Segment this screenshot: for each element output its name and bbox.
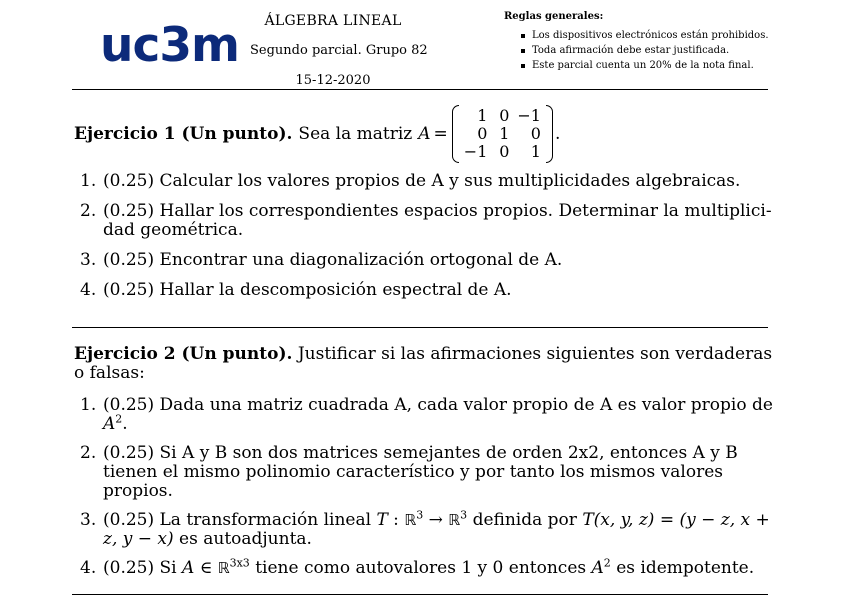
exam-header bbox=[250, 6, 428, 96]
item-number: 1. bbox=[80, 395, 97, 415]
uc3m-logo: uc3m bbox=[100, 18, 239, 73]
left-parenthesis bbox=[452, 105, 459, 163]
item-text: tiene como autovalores 1 y 0 entonces bbox=[249, 558, 592, 578]
exercise-1-intro: Sea la matriz bbox=[298, 123, 413, 144]
list-item bbox=[74, 251, 774, 270]
item-tail: . bbox=[122, 414, 128, 434]
list-item bbox=[74, 172, 774, 191]
rules-list bbox=[504, 28, 794, 73]
item-number: 3. bbox=[80, 510, 97, 530]
item-number: 4. bbox=[80, 280, 97, 300]
exercise-1-statement bbox=[74, 104, 774, 164]
list-item bbox=[74, 281, 774, 300]
matrix-cell: 0 bbox=[530, 124, 541, 143]
math-formula: T(x, y, z) = (y − z, x + z, y − x) bbox=[103, 510, 770, 549]
exercise-2-intro: Justificar si las afirmaciones siguientes son verdaderas o falsas: bbox=[74, 344, 773, 383]
exercise-1 bbox=[74, 104, 774, 300]
general-rules bbox=[504, 9, 794, 73]
exercise-2 bbox=[74, 345, 774, 578]
element-of: ∈ bbox=[194, 558, 218, 578]
course-title: ÁLGEBRA LINEAL bbox=[264, 13, 402, 29]
matrix-cell: −1 bbox=[463, 142, 488, 161]
matrix-cell: 1 bbox=[477, 106, 488, 125]
matrix-cell: 1 bbox=[499, 124, 510, 143]
rule-item: Toda afirmación debe estar justificada. bbox=[532, 43, 794, 58]
exercise-2-items bbox=[74, 396, 774, 578]
item-text: definida por bbox=[467, 510, 583, 530]
rule-item: Este parcial cuenta un 20% de la nota final. bbox=[532, 58, 794, 73]
arrow: → bbox=[423, 510, 449, 530]
exponent: 3x3 bbox=[229, 556, 250, 570]
rule-item: Los dispositivos electrónicos están prohibidos. bbox=[532, 28, 794, 43]
item-number: 2. bbox=[80, 201, 97, 221]
item-number: 2. bbox=[80, 443, 97, 463]
footer-divider bbox=[72, 594, 768, 595]
item-number: 1. bbox=[80, 171, 97, 191]
math-a: A bbox=[591, 558, 604, 578]
item-number: 3. bbox=[80, 250, 97, 270]
exam-date: 15-12-2020 bbox=[295, 73, 371, 88]
item-text: (0.25) La transformación lineal bbox=[103, 510, 372, 530]
item-text: (0.25) Hallar los correspondientes espacios propios. Determinar la multiplici-dad geométrica. bbox=[103, 201, 772, 240]
list-item bbox=[74, 444, 774, 501]
item-text: (0.25) Calcular los valores propios de A y sus multiplicidades algebraicas. bbox=[103, 171, 741, 191]
matrix-cell: 1 bbox=[530, 142, 541, 161]
header-divider bbox=[72, 89, 768, 90]
item-text: (0.25) Hallar la descomposición espectral de A. bbox=[103, 280, 512, 300]
item-text: es autoadjunta. bbox=[173, 529, 312, 549]
exercise-2-heading: Ejercicio 2 (Un punto). bbox=[74, 344, 293, 364]
math-a: A bbox=[182, 558, 195, 578]
exam-subtitle: Segundo parcial. Grupo 82 bbox=[250, 43, 428, 58]
math-a: A bbox=[103, 414, 116, 434]
matrix-entries bbox=[460, 107, 545, 161]
item-text: (0.25) Si bbox=[103, 558, 177, 578]
item-text: (0.25) Si A y B son dos matrices semejantes de orden 2x2, entonces A y B tienen el mismo polinomio característico y por tanto los mismos valores propios. bbox=[103, 443, 738, 501]
matrix-name: A bbox=[418, 123, 431, 144]
section-divider bbox=[72, 327, 768, 328]
matrix-a bbox=[452, 105, 553, 163]
exponent: 2 bbox=[115, 412, 123, 426]
item-number: 4. bbox=[80, 558, 97, 578]
exponent: 3 bbox=[416, 508, 424, 522]
matrix-cell: 0 bbox=[499, 142, 510, 161]
exponent: 2 bbox=[603, 556, 611, 570]
item-text: es idempotente. bbox=[610, 558, 755, 578]
real-numbers-symbol: ℝ bbox=[217, 559, 230, 577]
real-numbers-symbol: ℝ bbox=[448, 511, 461, 529]
equals-sign: = bbox=[433, 123, 448, 144]
list-item bbox=[74, 508, 774, 549]
list-item bbox=[74, 556, 774, 578]
real-numbers-symbol: ℝ bbox=[404, 511, 417, 529]
matrix-cell: −1 bbox=[517, 106, 541, 125]
matrix-cell: 0 bbox=[499, 106, 510, 125]
rules-title: Reglas generales: bbox=[504, 11, 604, 22]
exponent: 3 bbox=[460, 508, 468, 522]
item-text: (0.25) Encontrar una diagonalización ortogonal de A. bbox=[103, 250, 563, 270]
list-item bbox=[74, 396, 774, 434]
exercise-1-items bbox=[74, 172, 774, 300]
right-parenthesis bbox=[546, 105, 553, 163]
matrix-cell: 0 bbox=[477, 124, 488, 143]
period: . bbox=[554, 123, 561, 144]
exercise-1-heading: Ejercicio 1 (Un punto). bbox=[74, 123, 293, 144]
list-item bbox=[74, 202, 774, 240]
colon: : bbox=[387, 510, 405, 530]
exercise-2-statement bbox=[74, 345, 774, 383]
math-t: T bbox=[376, 510, 388, 530]
item-text: (0.25) Dada una matriz cuadrada A, cada valor propio de A es valor propio de bbox=[103, 395, 773, 415]
